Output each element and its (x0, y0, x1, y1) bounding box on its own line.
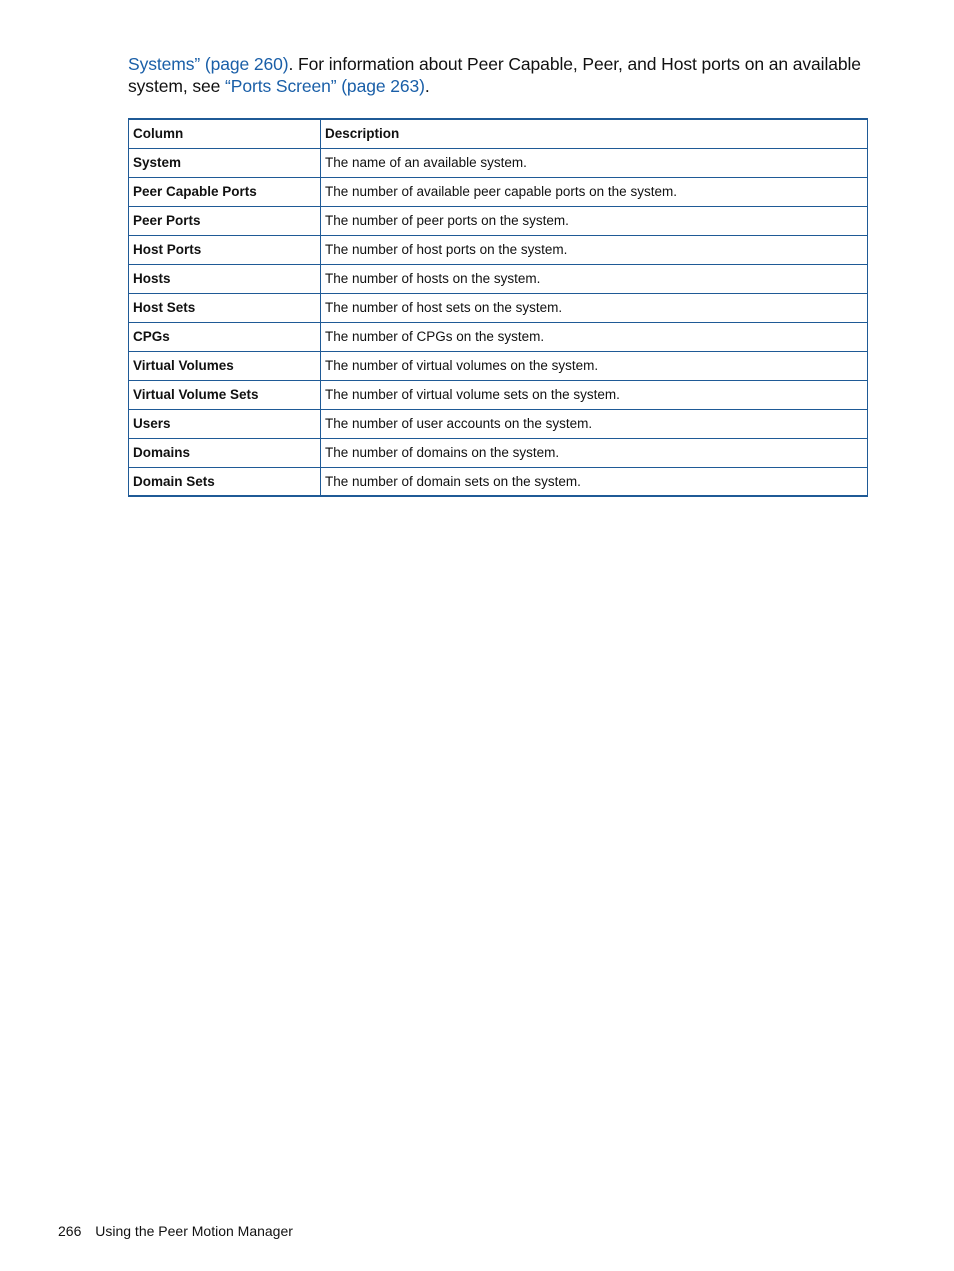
columns-table (128, 118, 868, 497)
row-description: The number of virtual volume sets on the system. (321, 380, 868, 409)
row-description: The number of virtual volumes on the system. (321, 351, 868, 380)
row-description: The number of peer ports on the system. (321, 206, 868, 235)
table-row (129, 467, 868, 496)
table-row (129, 322, 868, 351)
row-description: The number of available peer capable ports on the system. (321, 177, 868, 206)
row-description: The number of hosts on the system. (321, 264, 868, 293)
row-name: Hosts (129, 264, 321, 293)
row-name: Peer Ports (129, 206, 321, 235)
ports-screen-link[interactable]: “Ports Screen” (page 263) (225, 75, 425, 96)
table-header-row (129, 119, 868, 148)
table-row (129, 235, 868, 264)
systems-link[interactable]: Systems” (page 260) (128, 54, 289, 74)
row-description: The number of domain sets on the system. (321, 467, 868, 496)
row-name: Peer Capable Ports (129, 177, 321, 206)
row-description: The number of user accounts on the system. (321, 409, 868, 438)
table-row (129, 409, 868, 438)
table-row (129, 380, 868, 409)
intro-text: . For information about Peer Capable, Peer, and Host ports on an available system, see (128, 54, 861, 96)
intro-paragraph (128, 54, 868, 97)
intro-text-end: . (424, 75, 430, 96)
row-name: Users (129, 409, 321, 438)
column-header: Column (129, 119, 321, 148)
row-name: CPGs (129, 322, 321, 351)
row-name: Host Sets (129, 293, 321, 322)
section-title: Using the Peer Motion Manager (95, 1223, 293, 1239)
table-row (129, 177, 868, 206)
row-description: The number of host ports on the system. (321, 235, 868, 264)
row-description: The number of host sets on the system. (321, 293, 868, 322)
page-number: 266 (58, 1223, 82, 1239)
row-name: Virtual Volumes (129, 351, 321, 380)
row-name: Virtual Volume Sets (129, 380, 321, 409)
row-description: The name of an available system. (321, 148, 868, 177)
row-description: The number of domains on the system. (321, 438, 868, 467)
row-name: System (129, 148, 321, 177)
description-header: Description (321, 119, 868, 148)
table-row (129, 351, 868, 380)
row-name: Domain Sets (129, 467, 321, 496)
page-footer (58, 1223, 293, 1239)
row-name: Domains (129, 438, 321, 467)
table-row (129, 438, 868, 467)
row-description: The number of CPGs on the system. (321, 322, 868, 351)
table-row (129, 206, 868, 235)
table-row (129, 293, 868, 322)
table-row (129, 264, 868, 293)
row-name: Host Ports (129, 235, 321, 264)
table-row (129, 148, 868, 177)
